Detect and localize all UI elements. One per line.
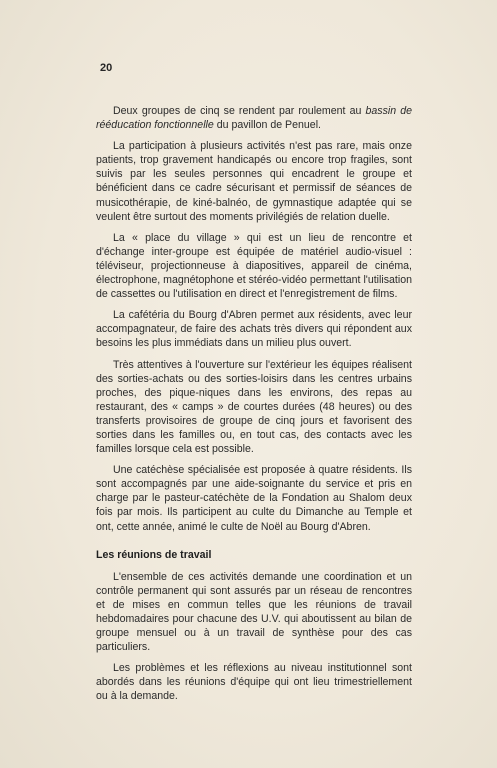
section-heading: Les réunions de travail xyxy=(96,548,212,561)
paragraph-text: Deux groupes de cinq se rendent par roulement au xyxy=(113,105,366,117)
paragraph-text: du pavillon de Penuel. xyxy=(213,119,321,132)
paragraph-participation: La participation à plusieurs activités n'est pas rare, mais onze patients, trop gravement handicapés ou encore trop fragiles, sont suivis par les seules personnes qui encadrent le groupe et bénéficient dans ce cadre sécurisant et permissif de séances de musicothérapie, de kiné-balnéo, de gymnastique adaptée qui se veulent être surtout des moments privilégiés de relation duelle. xyxy=(96,140,412,223)
paragraph-catechese: Une catéchèse spécialisée est proposée à quatre résidents. Ils sont accompagnés par une aide-soignante du service et pris en charge par le pasteur-catéchète de la Fondation au Shalom deux fois par mois. Ils participent au culte du Dimanche au Temple et ont, cette année, animé le culte de Noël au Bourg d'Abren. xyxy=(96,464,412,533)
paragraph-coordination: L'ensemble de ces activités demande une coordination et un contrôle permanent qui sont assurés par un réseau de rencontres et de mises en commun telles que les réunions de travail hebdomadaires pour chacune des U.V. qui aboutissent au bilan de groupe mensuel ou à un travail de synthèse pour des cas particuliers. xyxy=(96,570,412,654)
paragraph-cafeteria: La cafétéria du Bourg d'Abren permet aux résidents, avec leur accompagnateur, de faire des achats très divers qui répondent aux besoins les plus immédiats dans un milieu plus ouvert. xyxy=(96,309,412,350)
emphasis-text: bassin de rééducation fonctionnelle xyxy=(96,105,412,132)
page-number: 20 xyxy=(100,62,113,74)
paragraph-problemes: Les problèmes et les réflexions au niveau institutionnel sont abordés dans les réunions d'équipe qui ont lieu trimestriellement ou à la demande. xyxy=(96,662,412,703)
paragraph-bassin xyxy=(96,104,412,132)
paragraph-ouverture: Très attentives à l'ouverture sur l'extérieur les équipes réalisent des sorties-achats ou des sorties-loisirs dans les centres urbains proches, des pique-niques dans les environs, des repas au restaurant, des « camps » de courtes durées (48 heures) ou des transferts provisoires de groupe de cinq jours et favorisent des sorties dans les familles ou, en tout cas, des contacts avec les familles lorsque cela est possible. xyxy=(96,358,412,456)
paragraph-place-du-village: La « place du village » qui est un lieu de rencontre et d'échange inter-groupe est équipée de matériel audio-visuel : téléviseur, projectionneuse à diapositives, appareil de cinéma, électrophone, magnétophone et stéréo-vidéo permettant l'utilisation de cassettes ou l'utilisation en direct et l'enregistrement de films. xyxy=(96,231,412,301)
body-text xyxy=(96,104,412,711)
